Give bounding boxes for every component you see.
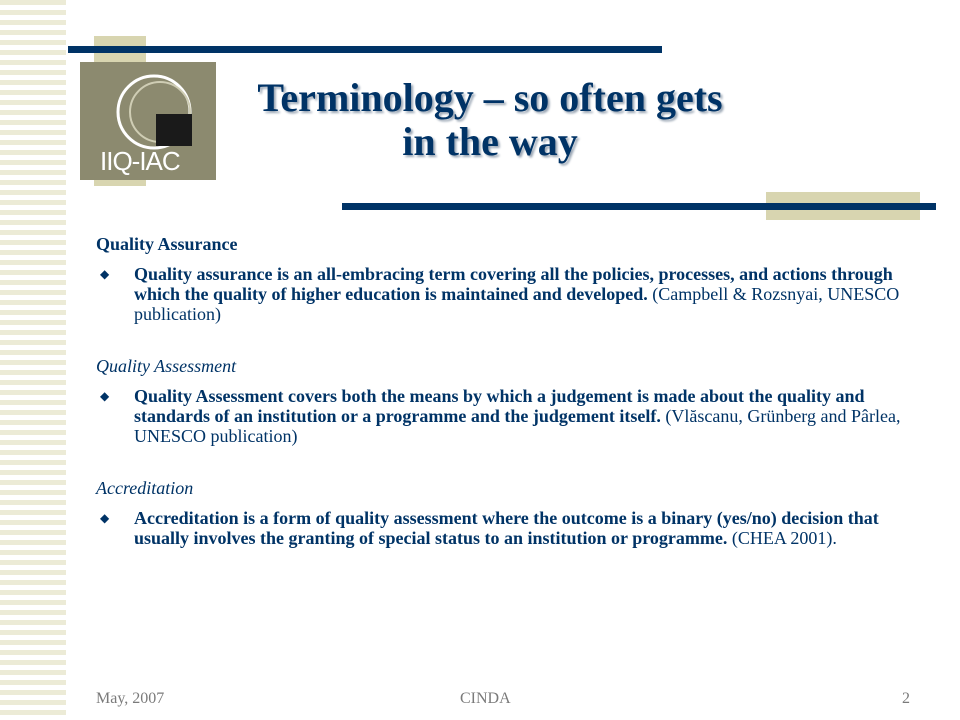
diamond-bullet-icon: ◆ (100, 267, 110, 281)
bullet-text (134, 386, 916, 446)
bullet-text (134, 508, 916, 548)
citation-text: (Vlăscanu, Grünberg and Pârlea, UNESCO publication) (134, 406, 901, 446)
bullet-item (96, 264, 916, 324)
citation-text: (Campbell & Rozsnyai, UNESCO publication) (134, 284, 900, 324)
section-accreditation (96, 478, 916, 548)
top-rule (68, 46, 662, 53)
definition-text: Accreditation is a form of quality assessment where the outcome is a binary (yes/no) decision that usually involves the granting of special status to an institution or programme. (134, 508, 879, 548)
footer-date: May, 2007 (96, 690, 165, 707)
bullet-text (134, 264, 916, 324)
left-decorative-stripes (0, 0, 66, 720)
slide-body (96, 234, 916, 580)
section-heading: Accreditation (96, 478, 194, 498)
slide-title: Terminology – so often gets in the way (257, 75, 723, 164)
section-quality-assurance (96, 234, 916, 324)
bullet-item (96, 386, 916, 446)
bullet-item (96, 508, 916, 548)
diamond-bullet-icon: ◆ (100, 389, 110, 403)
title-underline-rule (342, 203, 936, 210)
definition-text: Quality assurance is an all-embracing term covering all the policies, processes, and actions through which the quality of higher education is maintained and developed. (134, 264, 893, 304)
footer-center-text: CINDA (460, 690, 511, 707)
section-quality-assessment (96, 356, 916, 446)
institute-logo (80, 62, 216, 180)
logo-text: IIQ-IAC (100, 146, 180, 176)
footer-page-number: 2 (902, 690, 910, 707)
section-heading: Quality Assessment (96, 356, 237, 376)
section-heading: Quality Assurance (96, 234, 238, 254)
citation-text: (CHEA 2001). (727, 528, 837, 548)
diamond-bullet-icon: ◆ (100, 511, 110, 525)
definition-text: Quality Assessment covers both the means by which a judgement is made about the quality and standards of an institution or a programme and the judgement itself. (134, 386, 865, 426)
